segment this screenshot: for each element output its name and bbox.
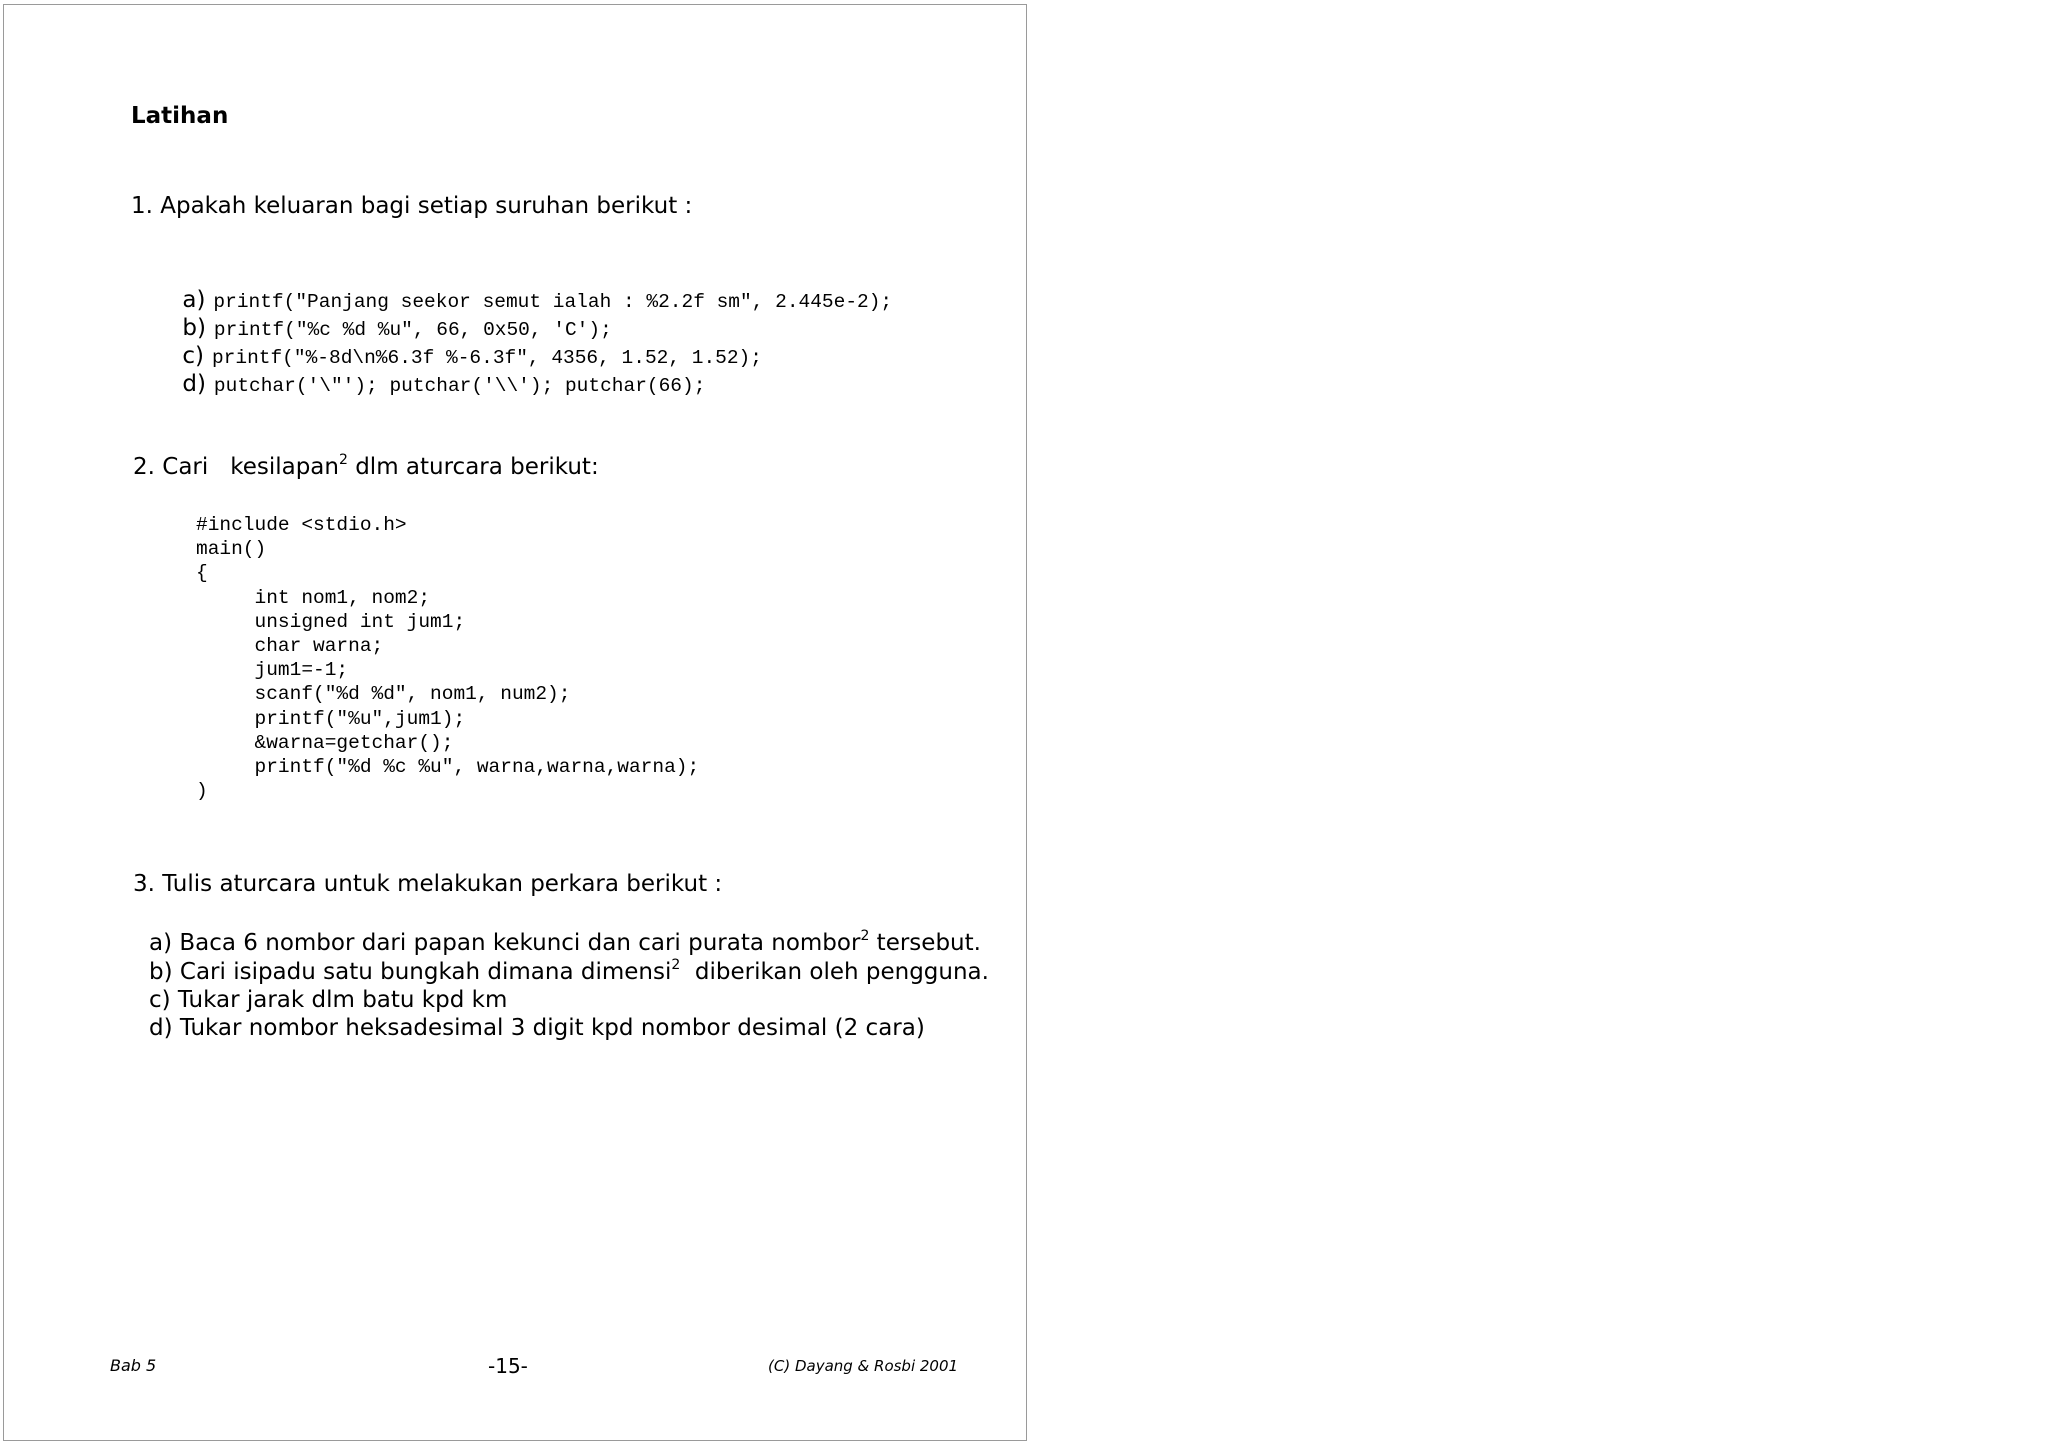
task-text: b) Cari isipadu satu bungkah dimana dimensi [149, 959, 672, 985]
footer-page-number: -15- [488, 1354, 528, 1378]
item-letter: b) [182, 315, 206, 341]
question-3-task-a [149, 930, 981, 956]
question-3-task-c: c) Tukar jarak dlm batu kpd km [149, 987, 508, 1013]
item-letter: a) [182, 287, 206, 313]
code-line: unsigned int jum1; [196, 610, 466, 633]
question-1-prompt: 1. Apakah keluaran bagi setiap suruhan berikut : [131, 193, 693, 219]
question-2-prompt-tail: dlm aturcara berikut: [347, 454, 599, 480]
question-1-item-d [162, 352, 706, 397]
task-text: a) Baca 6 nombor dari papan kekunci dan cari purata nombor [149, 930, 861, 956]
question-1-item-a [162, 268, 893, 313]
superscript: 2 [671, 957, 681, 973]
code-line: ) [196, 780, 208, 803]
footer-copyright: (C) Dayang & Rosbi 2001 [768, 1357, 959, 1375]
question-3-task-d: d) Tukar nombor heksadesimal 3 digit kpd nombor desimal (2 cara) [149, 1015, 925, 1041]
item-code: printf("%c %d %u", 66, 0x50, 'C'); [213, 319, 612, 341]
code-line: scanf("%d %d", nom1, num2); [196, 683, 571, 706]
task-text-tail: diberikan oleh pengguna. [680, 959, 989, 985]
superscript: 2 [860, 928, 870, 944]
item-code: putchar('\"'); putchar('\\'); putchar(66); [213, 375, 706, 397]
footer-chapter: Bab 5 [110, 1356, 157, 1375]
question-2-prompt-text: 2. Cari kesilapan [133, 454, 339, 480]
item-letter: c) [182, 343, 204, 369]
question-3-task-b [149, 959, 989, 985]
code-line: main() [196, 538, 267, 561]
item-letter: d) [182, 371, 206, 397]
question-2-prompt [133, 454, 599, 480]
question-2-code-block [196, 513, 699, 803]
code-line: printf("%d %c %u", warna,warna,warna); [196, 755, 700, 778]
item-code: printf("Panjang seekor semut ialah : %2.2f sm", 2.445e-2); [213, 291, 893, 313]
code-line: int nom1, nom2; [196, 586, 431, 609]
page-heading: Latihan [131, 103, 229, 129]
code-line: jum1=-1; [196, 659, 349, 682]
item-code: printf("%-8d\n%6.3f %-6.3f", 4356, 1.52, 1.52); [211, 347, 762, 369]
superscript: 2 [338, 452, 348, 468]
code-line: { [196, 562, 208, 585]
code-line: printf("%u",jum1); [196, 707, 466, 730]
code-line: &warna=getchar(); [196, 731, 454, 754]
code-line: #include <stdio.h> [196, 514, 407, 536]
question-3-prompt: 3. Tulis aturcara untuk melakukan perkara berikut : [133, 871, 723, 897]
task-text-tail: tersebut. [869, 930, 981, 956]
question-1-item-c [162, 324, 762, 369]
code-line: char warna; [196, 634, 384, 657]
document-page [3, 4, 1027, 1441]
question-1-item-b [162, 296, 612, 341]
